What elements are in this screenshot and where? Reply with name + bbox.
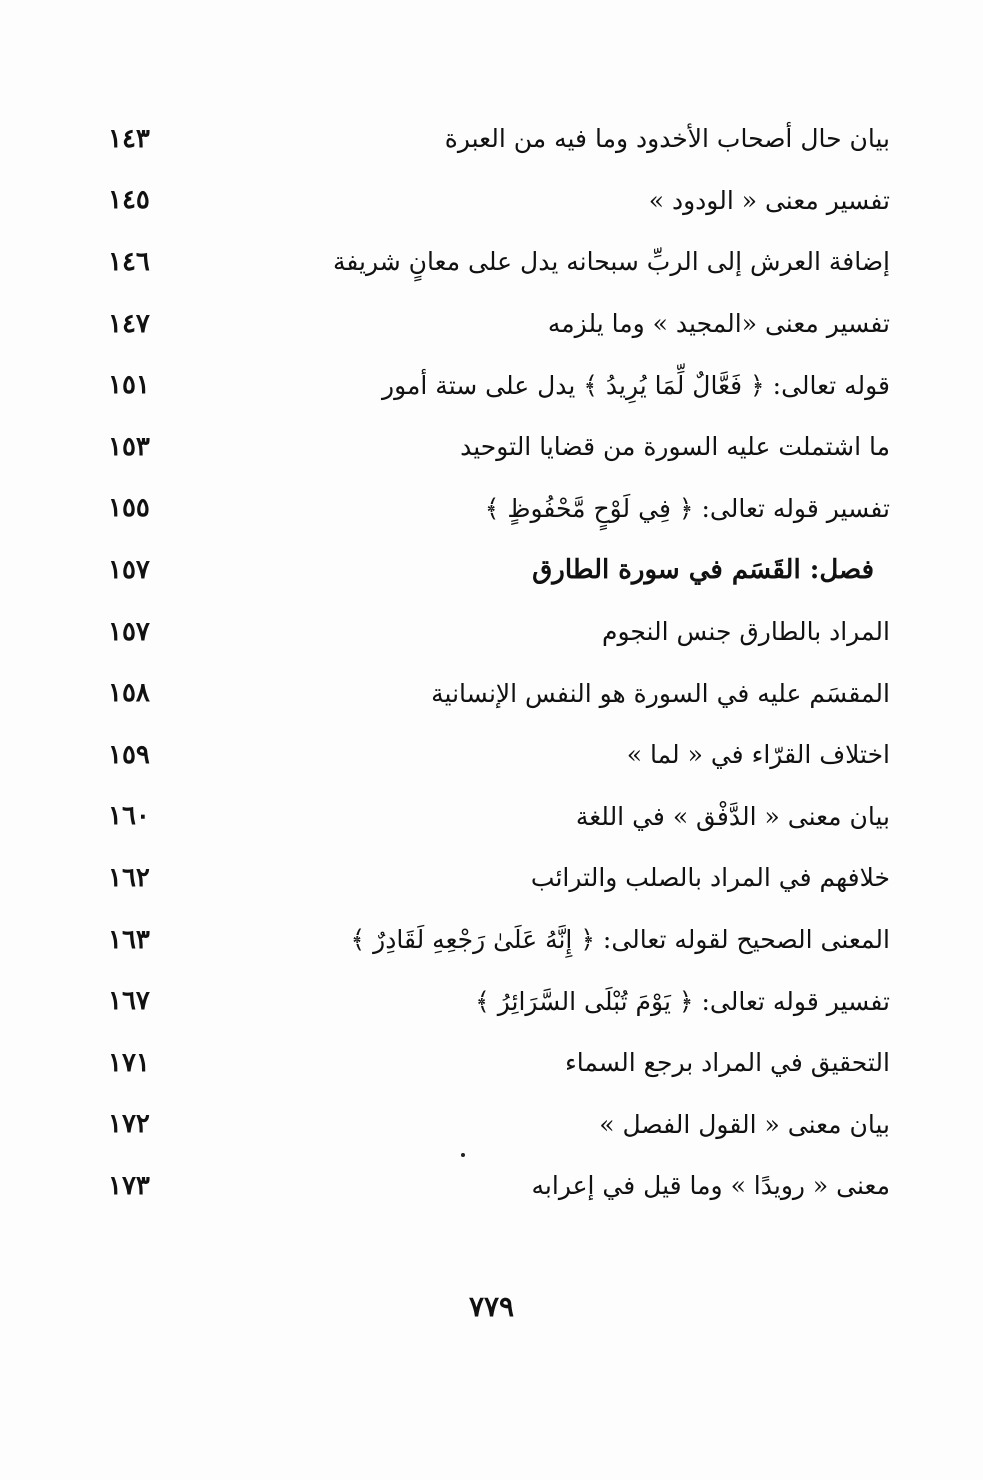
toc-entry-title: المراد بالطارق جنس النجوم [601, 617, 890, 647]
toc-entry-title: ما اشتملت عليه السورة من قضايا التوحيد [460, 432, 890, 462]
toc-entry-title: تفسير معنى «المجيد » وما يلزمه [547, 309, 890, 339]
toc-entry [100, 1155, 890, 1217]
toc-entry [100, 231, 890, 293]
page-folio-number: ٧٧٩ [468, 1290, 515, 1323]
toc-entry-title: تفسير قوله تعالى: ﴿ يَوْمَ تُبْلَى السَّرَائِرُ ﴾ [475, 986, 890, 1016]
toc-entry-title: قوله تعالى: ﴿ فَعَّالٌ لِّمَا يُرِيدُ ﴾ يدل على ستة أمور [382, 370, 890, 400]
toc-page-number: ١٦٧ [108, 986, 150, 1017]
toc-entry [100, 293, 890, 355]
toc-entry-title: المعنى الصحيح لقوله تعالى: ﴿ إِنَّهُ عَلَىٰ رَجْعِهِ لَقَادِرٌ ﴾ [350, 925, 890, 955]
toc-page-number: ١٥٥ [108, 493, 150, 524]
toc-page-number: ١٥٨ [108, 678, 150, 709]
toc-entry-title: بيان معنى « القول الفصل » [599, 1109, 890, 1139]
toc-page-number: ١٥٧ [108, 554, 150, 585]
toc-entry-title: تفسير قوله تعالى: ﴿ فِي لَوْحٍ مَّحْفُوظٍ ﴾ [484, 493, 890, 523]
toc-entry [100, 1094, 890, 1156]
toc-entry [100, 786, 890, 848]
toc-heading-title: فصل: القَسَم في سورة الطارق [532, 554, 874, 585]
toc-entry-title: بيان حال أصحاب الأخدود وما فيه من العبرة [444, 124, 890, 154]
toc-page-number: ١٦٣ [108, 924, 150, 955]
toc-entry [100, 724, 890, 786]
toc-page-number: ١٦٢ [108, 862, 150, 893]
toc-page-number: ١٥١ [108, 370, 150, 401]
toc-page-number: ١٤٦ [108, 246, 150, 277]
toc-page-number: ١٥٣ [108, 431, 150, 462]
toc-entry-title: تفسير معنى « الودود » [648, 185, 890, 215]
toc-entry [100, 108, 890, 170]
toc-entry-title: المقسَم عليه في السورة هو النفس الإنسانية [431, 678, 890, 708]
toc-section-heading [100, 539, 890, 601]
toc-entry-title: إضافة العرش إلى الربِّ سبحانه يدل على معانٍ شريفة [332, 247, 890, 277]
toc-page-number: ١٧٢ [108, 1109, 150, 1140]
table-of-contents [100, 108, 890, 1217]
toc-page-number: ١٤٧ [108, 308, 150, 339]
toc-entry [100, 478, 890, 540]
toc-entry [100, 909, 890, 971]
toc-page-number: ١٥٩ [108, 739, 150, 770]
toc-entry-title: معنى « رويدًا » وما قيل في إعرابه [531, 1171, 890, 1201]
toc-entry-title: خلافهم في المراد بالصلب والترائب [530, 863, 890, 893]
toc-entry-title: بيان معنى « الدَّفْق » في اللغة [575, 801, 890, 831]
toc-page-number: ١٤٣ [108, 123, 150, 154]
toc-entry [100, 354, 890, 416]
toc-page-number: ١٦٠ [108, 801, 150, 832]
toc-entry [100, 601, 890, 663]
toc-entry-title: اختلاف القرّاء في « لما » [626, 740, 890, 770]
toc-page-number: ١٥٧ [108, 616, 150, 647]
toc-entry [100, 847, 890, 909]
toc-page-number: ١٤٥ [108, 185, 150, 216]
toc-page-number: ١٧٣ [108, 1170, 150, 1201]
toc-page-number: ١٧١ [108, 1047, 150, 1078]
toc-entry [100, 662, 890, 724]
toc-entry [100, 970, 890, 1032]
toc-entry [100, 416, 890, 478]
toc-entry-title: التحقيق في المراد برجع السماء [565, 1048, 890, 1078]
toc-entry [100, 170, 890, 232]
ink-speck [461, 1153, 465, 1157]
toc-entry [100, 1032, 890, 1094]
